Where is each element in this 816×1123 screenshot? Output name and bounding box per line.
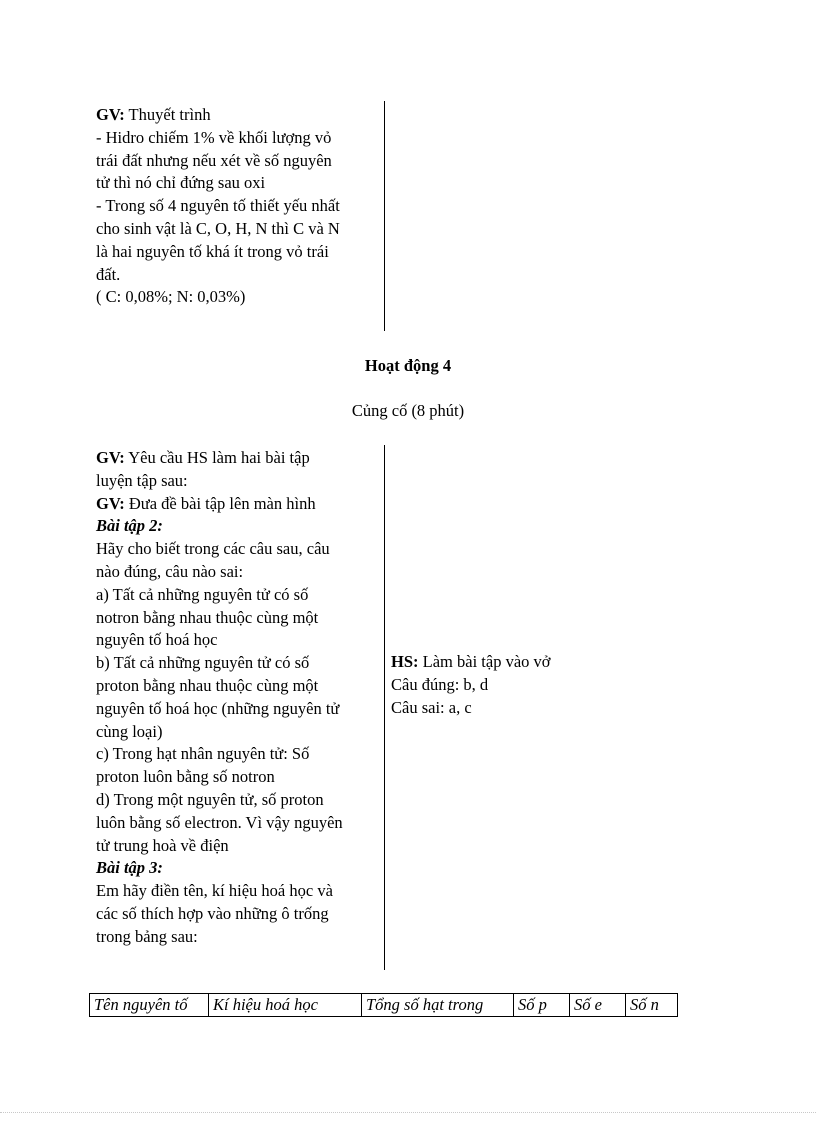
header-neutron-count: Số n (626, 994, 678, 1017)
gv-line (96, 493, 382, 516)
activity-subtitle: Củng cố (8 phút) (351, 401, 465, 420)
gv-label: GV: (96, 448, 125, 467)
gv-title: Thuyết trình (124, 105, 211, 124)
text-line: - Trong số 4 nguyên tố thiết yếu nhất (96, 196, 340, 216)
block1-teacher-column (96, 104, 382, 309)
block2-student-column (391, 651, 721, 719)
text-line: cho sinh vật là C, O, H, N thì C và N (96, 218, 340, 238)
header-electron-count: Số e (570, 994, 626, 1017)
header-element-name: Tên nguyên tố (90, 994, 209, 1017)
column-divider-1 (384, 101, 385, 331)
text-line: luôn bằng số electron. Vì vậy nguyên (96, 812, 343, 832)
text-line: notron bằng nhau thuộc cùng một (96, 607, 319, 627)
hs-line (391, 651, 721, 674)
exercise-3-title: Bài tập 3: (96, 858, 163, 878)
gv-text: Yêu cầu HS làm hai bài tập (124, 448, 310, 467)
text-line: đất. (96, 264, 121, 284)
element-table (89, 993, 678, 1017)
text-line: trong bảng sau: (96, 926, 198, 946)
text-line: proton bằng nhau thuộc cùng một (96, 675, 319, 695)
text-line: Hãy cho biết trong các câu sau, câu (96, 539, 330, 559)
page-bottom-border (0, 1112, 816, 1113)
header-proton-count: Số p (514, 994, 570, 1017)
text-line: nào đúng, câu nào sai: (96, 561, 244, 581)
hs-text: Làm bài tập vào vở (418, 652, 551, 671)
text-line: b) Tất cả những nguyên tử có số (96, 653, 310, 673)
text-line: c) Trong hạt nhân nguyên tử: Số (96, 744, 310, 764)
text-line: nguyên tố hoá học (96, 630, 218, 650)
gv-label: GV: (96, 493, 125, 513)
text-line: trái đất nhưng nếu xét về số nguyên (96, 150, 332, 170)
text-line: - Hidro chiếm 1% về khối lượng vỏ (96, 127, 332, 147)
hs-label: HS: (391, 652, 419, 671)
activity-title: Hoạt động 4 (364, 356, 452, 375)
text-line: proton luôn bằng số notron (96, 767, 275, 787)
exercise-2-title: Bài tập 2: (96, 516, 163, 536)
text-line: là hai nguyên tố khá ít trong vỏ trái (96, 241, 329, 261)
wrong-answers: Câu sai: a, c (391, 697, 472, 717)
text-line: các số thích hợp vào những ô trống (96, 903, 329, 923)
text-line: ( C: 0,08%; N: 0,03%) (96, 287, 246, 307)
gv-line (96, 447, 382, 470)
text-line: luyện tập sau: (96, 470, 188, 490)
text-line: tử thì nó chỉ đứng sau oxi (96, 173, 266, 193)
text-line: a) Tất cả những nguyên tử có số (96, 584, 309, 604)
block2-teacher-column (96, 447, 382, 949)
text-line: Em hãy điền tên, kí hiệu hoá học và (96, 881, 333, 901)
correct-answers: Câu đúng: b, d (391, 674, 489, 694)
table-header-row (90, 994, 678, 1017)
gv-label: GV: (96, 105, 125, 124)
gv-text: Đưa đề bài tập lên màn hình (124, 493, 316, 513)
text-line: d) Trong một nguyên tử, số proton (96, 789, 324, 809)
column-divider-2 (384, 445, 385, 970)
gv-line (96, 104, 382, 127)
text-line: cùng loại) (96, 721, 163, 741)
header-total-particles: Tổng số hạt trong (362, 994, 514, 1017)
text-line: tử trung hoà về điện (96, 835, 229, 855)
text-line: nguyên tố hoá học (những nguyên tử (96, 698, 340, 718)
header-chemical-symbol: Kí hiệu hoá học (209, 994, 362, 1017)
